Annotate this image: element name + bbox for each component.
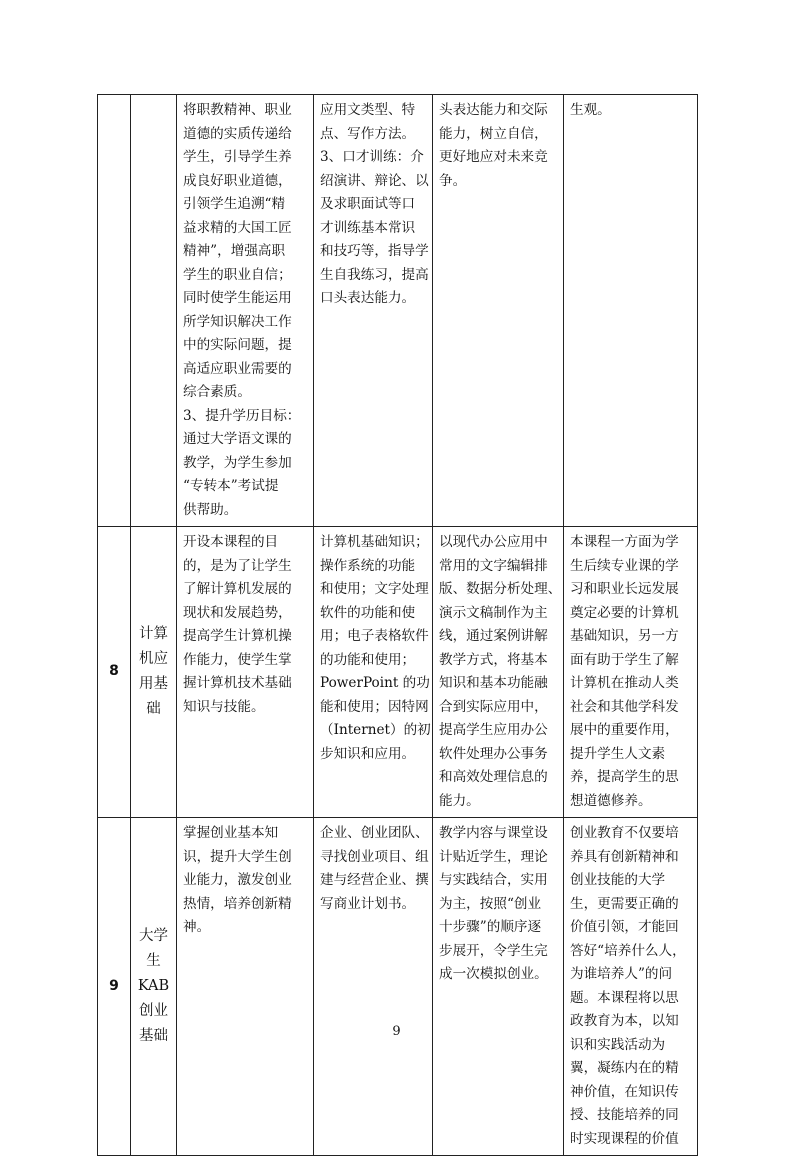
course-ideology-line: 授、技能培养的同 (570, 1107, 679, 1123)
row-number: 9 (98, 818, 131, 1156)
course-content-line: 3、口才训练：介 (320, 149, 424, 165)
course-content-line: 建与经营企业、撰 (320, 872, 429, 888)
course-method-line: 教学方式，将基本 (439, 651, 548, 668)
course-method-line: 步展开，令学生完 (439, 942, 548, 959)
course-goal-line: 知识与技能。 (183, 698, 265, 715)
course-goal-cell (177, 818, 314, 1156)
table-row (98, 527, 698, 818)
course-content-cell (314, 95, 433, 527)
course-method-line: 知识和基本功能融 (439, 675, 548, 691)
course-ideology-line: 政教育为本，以知 (570, 1013, 679, 1029)
course-goal-line: 综合素质。 (183, 384, 251, 400)
course-goal-cell (177, 527, 314, 818)
course-content-line: PowerPoint 的功 (320, 675, 430, 691)
course-goal-line: 神。 (183, 919, 211, 935)
course-ideology-line: 奠定必要的计算机 (570, 604, 679, 621)
course-name-line: 计算 (139, 626, 168, 642)
course-ideology-line: 翼，凝练内在的精 (570, 1060, 679, 1076)
course-ideology-line: 答好“培养什么人， (570, 942, 686, 959)
course-content-line: 应用文类型、特 (320, 102, 416, 118)
course-goal-line: 中的实际问题，提 (183, 337, 292, 353)
course-method-cell (433, 527, 564, 818)
course-name-line: 基础 (139, 1028, 168, 1044)
course-ideology-line: 为谁培养人”的问 (570, 966, 673, 982)
course-goal-line: 高适应职业需要的 (183, 360, 292, 377)
course-goal-line: 提高学生计算机操 (183, 628, 292, 644)
course-method-line: 常用的文字编辑排 (439, 557, 548, 574)
course-ideology-line: 提升学生人文素 (570, 745, 666, 762)
course-method-line: 演示文稿制作为主 (439, 604, 548, 621)
course-content-line: 口头表达能力。 (320, 290, 416, 306)
course-ideology-line: 养，提高学生的思 (570, 769, 679, 785)
course-goal-line: 益求精的大国工匠 (183, 219, 292, 236)
curriculum-table (97, 94, 698, 1156)
course-method-line: 计贴近学生，理论 (439, 848, 548, 865)
course-method-line: 能力，树立自信， (439, 125, 548, 142)
course-ideology-line: 生观。 (570, 102, 611, 118)
course-content-line: 才训练基本常识 (320, 219, 416, 236)
course-goal-line: 开设本课程的目 (183, 534, 279, 550)
course-content-line: 能和使用；因特网 (320, 698, 429, 715)
course-goal-line: 握计算机技术基础 (183, 675, 292, 691)
course-ideology-line: 面有助于学生了解 (570, 651, 679, 668)
table-row (98, 818, 698, 1156)
course-name (131, 818, 177, 1156)
course-goal-line: 3、提升学历目标： (183, 407, 301, 424)
course-content-cell (314, 818, 433, 1156)
course-content-line: 步知识和应用。 (320, 745, 416, 762)
course-method-line: 争。 (439, 172, 467, 189)
course-goal-line: 精神”，增强高职 (183, 243, 286, 259)
course-ideology-line: 展中的重要作用， (570, 722, 679, 738)
course-method-line: 更好地应对未来竞 (439, 149, 548, 165)
course-goal-line: 学生，引导学生养 (183, 149, 292, 165)
course-goal-line: 识，提升大学生创 (183, 848, 292, 865)
course-method-line: 教学内容与课堂设 (439, 825, 548, 841)
course-content-line: 企业、创业团队、 (320, 825, 429, 841)
course-method-line: 版、数据分析处理、 (439, 581, 562, 597)
course-ideology-line: 生后续专业课的学 (570, 557, 679, 574)
course-method-line: 为主，按照“创业 (439, 895, 542, 912)
course-ideology-line: 养具有创新精神和 (570, 848, 679, 865)
table-row (98, 95, 698, 527)
course-content-line: 绍演讲、辩论、以 (320, 172, 429, 189)
course-goal-line: 业能力，激发创业 (183, 872, 292, 888)
course-method-line: 能力。 (439, 792, 480, 809)
course-ideology-cell (564, 527, 698, 818)
course-method-line: 与实践结合，实用 (439, 872, 548, 888)
course-content-line: 及求职面试等口 (320, 196, 416, 212)
course-content-line: 寻找创业项目、组 (320, 848, 429, 865)
course-method-cell (433, 95, 564, 527)
course-goal-line: 了解计算机发展的 (183, 581, 292, 597)
course-method-line: 头表达能力和交际 (439, 102, 548, 118)
course-ideology-line: 题。本课程将以思 (570, 989, 679, 1006)
course-content-line: 用；电子表格软件 (320, 628, 429, 644)
course-ideology-line: 创业教育不仅要培 (570, 825, 679, 841)
row-number (98, 95, 131, 527)
course-goal-line: 掌握创业基本知 (183, 825, 279, 841)
course-method-line: 以现代办公应用中 (439, 534, 548, 550)
course-ideology-line: 计算机在推动人类 (570, 675, 679, 691)
course-ideology-line: 基础知识，另一方 (570, 628, 679, 644)
course-ideology-line: 生，更需要正确的 (570, 895, 679, 912)
course-content-cell (314, 527, 433, 818)
course-goal-line: “专转本”考试提 (183, 478, 279, 494)
course-goal-line: 引领学生追溯“精 (183, 196, 286, 212)
course-name-line: KAB (137, 978, 170, 994)
course-content-line: 操作系统的功能 (320, 557, 416, 574)
course-method-line: 成一次模拟创业。 (439, 966, 548, 982)
course-ideology-line: 本课程一方面为学 (570, 534, 679, 550)
course-name-line: 生 (146, 953, 161, 969)
course-name (131, 95, 177, 527)
course-method-line: 提高学生应用办公 (439, 722, 548, 738)
course-content-line: 和技巧等，指导学 (320, 243, 429, 259)
course-goal-cell (177, 95, 314, 527)
table-body (98, 95, 698, 1156)
page-number: 9 (392, 1024, 401, 1039)
course-goal-line: 同时使学生能运用 (183, 290, 292, 306)
course-method-line: 合到实际应用中， (439, 698, 548, 715)
course-goal-line: 的，是为了让学生 (183, 557, 292, 574)
course-name-line: 创业 (139, 1003, 168, 1019)
course-goal-line: 教学，为学生参加 (183, 454, 292, 471)
row-number: 8 (98, 527, 131, 818)
course-goal-line: 学生的职业自信； (183, 266, 292, 283)
course-method-cell (433, 818, 564, 1156)
course-goal-line: 将职教精神、职业 (183, 102, 292, 118)
course-name-line: 大学 (139, 928, 168, 944)
course-method-line: 线，通过案例讲解 (439, 628, 548, 644)
course-goal-line: 供帮助。 (183, 501, 238, 518)
course-ideology-line: 社会和其他学科发 (570, 698, 679, 715)
course-content-line: 生自我练习，提高 (320, 266, 429, 283)
course-content-line: 计算机基础知识； (320, 534, 429, 550)
course-goal-line: 通过大学语文课的 (183, 431, 292, 447)
course-goal-line: 成良好职业道德， (183, 172, 292, 189)
course-goal-line: 现状和发展趋势， (183, 604, 292, 621)
course-ideology-line: 创业技能的大学 (570, 872, 666, 888)
course-goal-line: 所学知识解决工作 (183, 313, 292, 330)
course-goal-line: 热情，培养创新精 (183, 895, 292, 912)
course-ideology-line: 价值引领，才能回 (570, 919, 679, 935)
course-name-line: 机应 (139, 651, 168, 667)
course-ideology-line: 想道德修养。 (570, 792, 652, 809)
course-content-line: （Internet）的初 (320, 722, 431, 738)
course-ideology-line: 时实现课程的价值 (570, 1130, 679, 1147)
course-name-line: 用基 (139, 676, 168, 692)
course-content-line: 和使用；文字处理 (320, 581, 429, 597)
course-name (131, 527, 177, 818)
course-ideology-cell (564, 95, 698, 527)
course-ideology-line: 神价值，在知识传 (570, 1083, 679, 1100)
course-content-line: 软件的功能和使 (320, 604, 416, 621)
course-method-line: 十步骤”的顺序逐 (439, 919, 542, 935)
course-content-line: 的功能和使用； (320, 651, 416, 668)
course-method-line: 和高效处理信息的 (439, 769, 548, 785)
course-goal-line: 道德的实质传递给 (183, 125, 292, 142)
course-goal-line: 作能力，使学生掌 (183, 651, 292, 668)
course-content-line: 写商业计划书。 (320, 895, 416, 912)
course-ideology-line: 识和实践活动为 (570, 1036, 666, 1053)
course-method-line: 软件处理办公事务 (439, 745, 548, 762)
course-content-line: 点、写作方法。 (320, 125, 416, 142)
course-ideology-cell (564, 818, 698, 1156)
course-name-line: 础 (146, 701, 161, 717)
course-ideology-line: 习和职业长远发展 (570, 581, 679, 597)
